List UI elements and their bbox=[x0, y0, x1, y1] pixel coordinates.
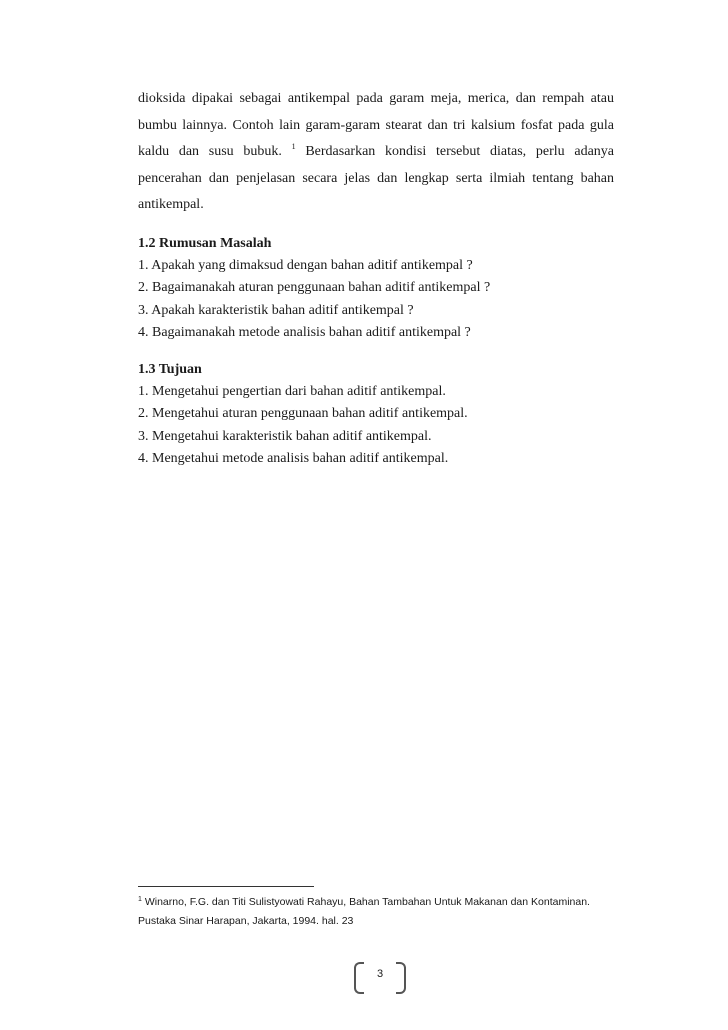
footnote-reference: 1 bbox=[291, 142, 296, 151]
footnote-line: Pustaka Sinar Harapan, Jakarta, 1994. hal. 23 bbox=[138, 915, 354, 927]
page-number: 3 bbox=[376, 968, 384, 980]
document-body bbox=[138, 86, 614, 471]
list-item: 2. Mengetahui aturan penggunaan bahan aditif antikempal. bbox=[138, 406, 468, 421]
list-item: 1. Mengetahui pengertian dari bahan aditif antikempal. bbox=[138, 383, 446, 399]
list-item: 4. Mengetahui metode analisis bahan aditif antikempal. bbox=[138, 451, 449, 466]
footnote bbox=[138, 893, 638, 931]
footnote-text: Winarno, F.G. dan Titi Sulistyowati Rahayu, Bahan Tambahan Untuk Makanan dan Kontaminan. bbox=[141, 896, 590, 908]
intro-line: antikempal. bbox=[138, 197, 204, 212]
list-item: 3. Apakah karakteristik bahan aditif antikempal ? bbox=[138, 302, 414, 318]
section-heading: 1.2 Rumusan Masalah bbox=[138, 235, 272, 251]
section-heading: 1.3 Tujuan bbox=[138, 361, 202, 377]
footnote-number: 1 bbox=[138, 896, 142, 903]
right-bracket-icon bbox=[396, 962, 406, 994]
footnote-divider bbox=[138, 886, 314, 887]
intro-paragraph bbox=[138, 86, 614, 219]
rumusan-masalah-section bbox=[138, 233, 614, 345]
list-item: 3. Mengetahui karakteristik bahan aditif antikempal. bbox=[138, 428, 432, 444]
intro-line: pencerahan dan penjelasan secara jelas dan lengkap serta ilmiah tentang bahan bbox=[138, 170, 614, 186]
list-item: 1. Apakah yang dimaksud dengan bahan aditif antikempal ? bbox=[138, 257, 473, 273]
tujuan-section bbox=[138, 359, 614, 471]
list-item: 4. Bagaimanakah metode analisis bahan aditif antikempal ? bbox=[138, 325, 471, 340]
intro-line bbox=[138, 139, 614, 166]
intro-line: bumbu lainnya. Contoh lain garam-garam stearat dan tri kalsium fosfat pada gula bbox=[138, 117, 614, 133]
intro-line: dioksida dipakai sebagai antikempal pada garam meja, merica, dan rempah atau bbox=[138, 91, 614, 106]
intro-line-text: kaldu dan susu bubuk. bbox=[138, 144, 282, 159]
page-number-box bbox=[352, 962, 408, 992]
list-item: 2. Bagaimanakah aturan penggunaan bahan aditif antikempal ? bbox=[138, 280, 491, 295]
footnote-line bbox=[138, 893, 638, 912]
intro-line-text: Berdasarkan kondisi tersebut diatas, perlu adanya bbox=[295, 144, 614, 159]
